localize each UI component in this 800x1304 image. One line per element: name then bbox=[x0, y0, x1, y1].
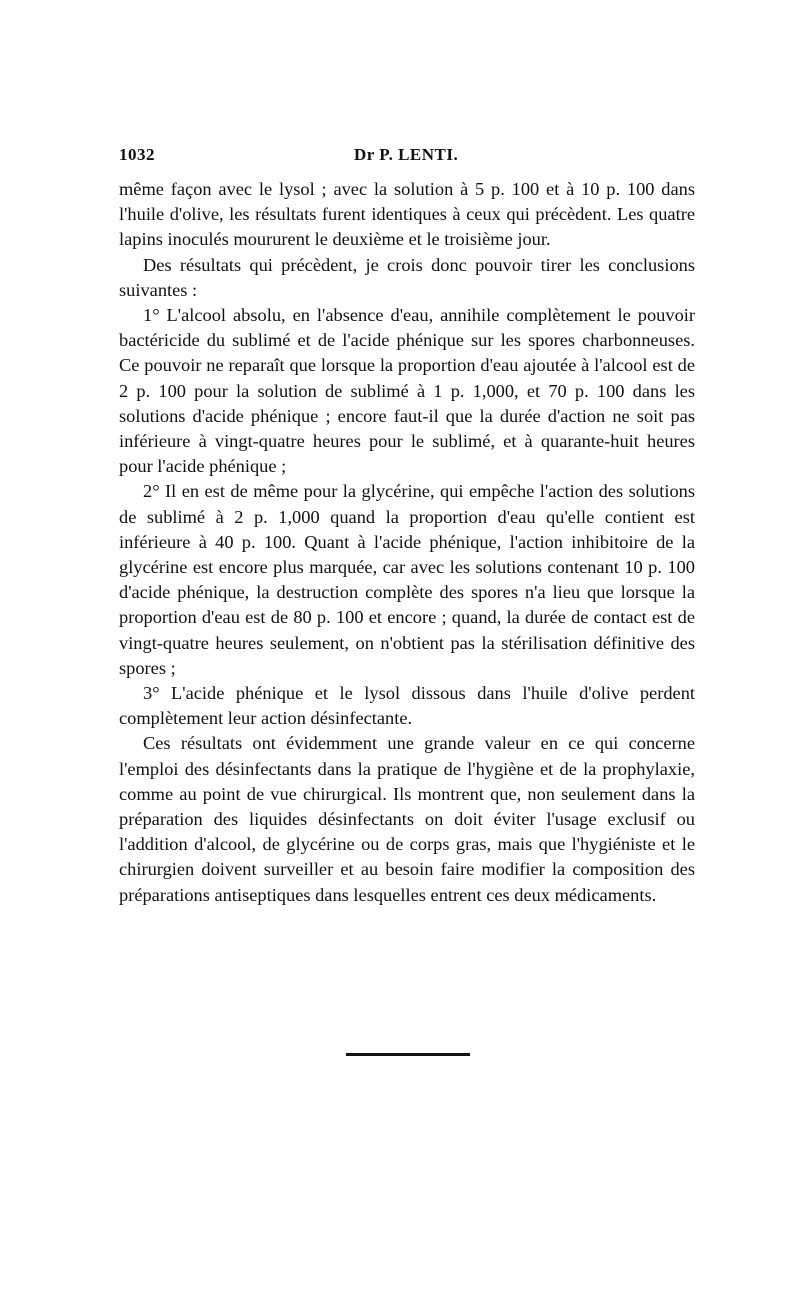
paragraph-conclusion-2: 2° Il en est de même pour la glycérine, qui empêche l'action des solutions de sublimé à 2 p. 1,000 quand la proportion d'eau qu'elle contient est inférieure à 40 p. 100. Quant à l'acide phénique, l'action inhibitoire de la glycérine est encore plus marquée, car avec les solutions contenant 10 p. 100 d'acide phénique, la destruction complète des spores n'a lieu que lorsque la proportion d'eau est de 80 p. 100 et encore ; quand, la durée de contact est de vingt-quatre heures seulement, on n'obtient pas la stérilisation définitive des spores ; bbox=[119, 481, 695, 678]
page-content bbox=[119, 145, 695, 908]
running-head: Dr P. LENTI. bbox=[354, 145, 459, 164]
page-number: 1032 bbox=[119, 145, 155, 164]
paragraph-intro-conclusions: Des résultats qui précèdent, je crois donc pouvoir tirer les conclusions suivantes : bbox=[119, 254, 695, 300]
paragraph-final: Ces résultats ont évidemment une grande valeur en ce qui concerne l'emploi des désinfectants dans la pratique de l'hygiène et de la prophylaxie, comme au point de vue chirurgical. Ils montrent que, non seulement dans la préparation des liquides désinfectants on doit éviter l'usage exclusif ou l'addition d'alcool, de glycérine ou de corps gras, mais que l'hygiéniste et le chirurgien doivent surveiller et au besoin faire modifier la composition des préparations antiseptiques dans lesquelles entrent ces deux médicaments. bbox=[119, 733, 695, 905]
paragraph-continuation: même façon avec le lysol ; avec la solution à 5 p. 100 et à 10 p. 100 dans l'huile d'olive, les résultats furent identiques à ceux qui précèdent. Les quatre lapins inoculés moururent le deuxième et le troisième jour. bbox=[119, 179, 695, 250]
paragraph-conclusion-3: 3° L'acide phénique et le lysol dissous dans l'huile d'olive perdent complètement leur action désinfectante. bbox=[119, 683, 695, 729]
page-header bbox=[119, 145, 695, 169]
body-text bbox=[119, 177, 695, 908]
paragraph-conclusion-1: 1° L'alcool absolu, en l'absence d'eau, annihile complètement le pouvoir bactéricide du sublimé et de l'acide phénique sur les spores charbonneuses. Ce pouvoir ne reparaît que lorsque la proportion d'eau ajoutée à l'alcool est de 2 p. 100 pour la solution de sublimé à 1 p. 1,000, et 70 p. 100 dans les solutions d'acide phénique ; encore faut-il que la durée d'action ne soit pas inférieure à vingt-quatre heures pour le sublimé, et à quarante-huit heures pour l'acide phénique ; bbox=[119, 305, 695, 477]
end-rule bbox=[346, 1053, 470, 1056]
